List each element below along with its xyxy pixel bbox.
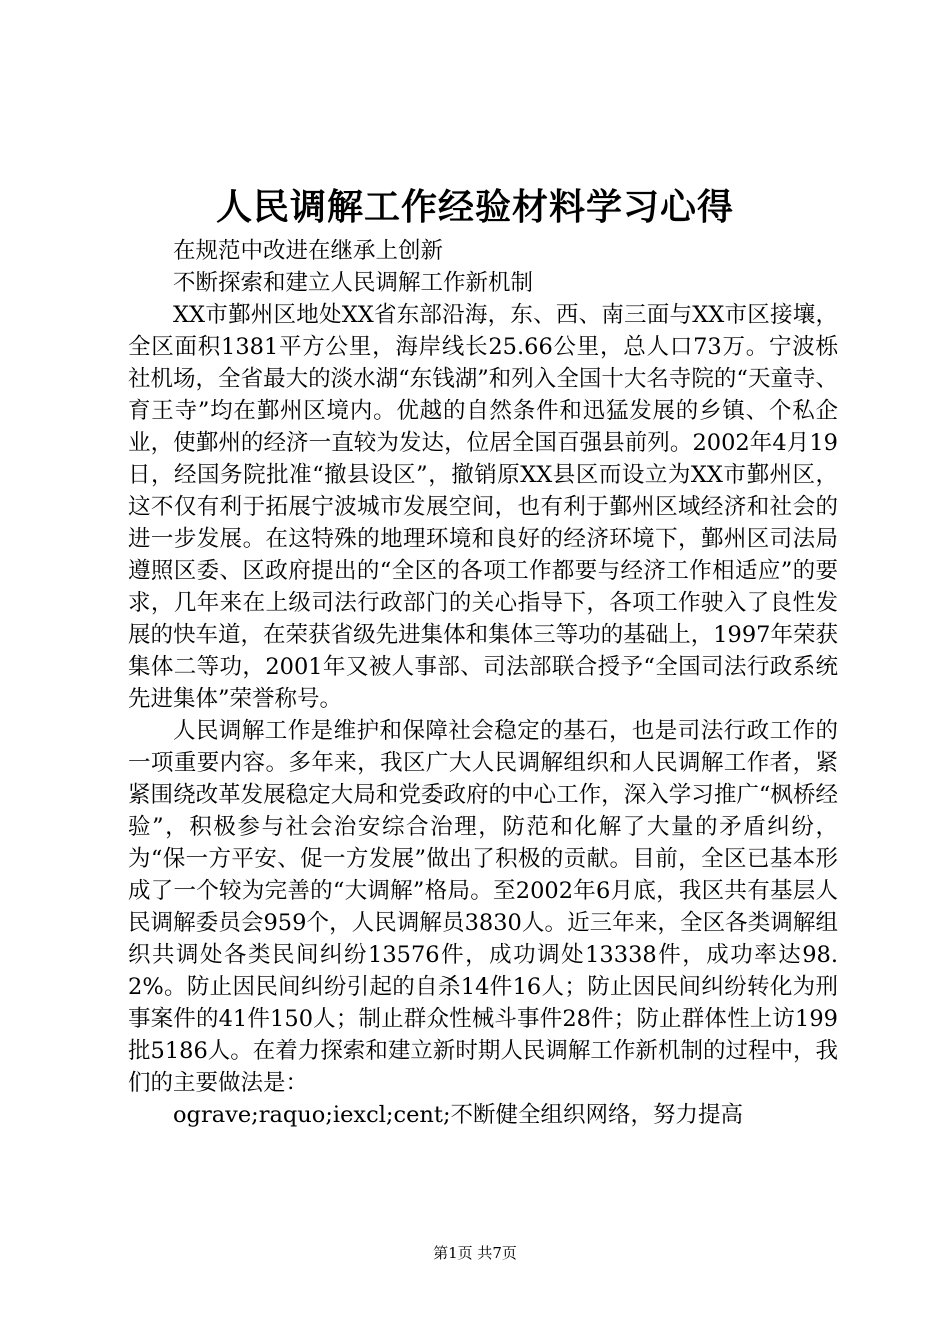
body-paragraph: 人民调解工作是维护和保障社会稳定的基石，也是司法行政工作的一项重要内容。多年来，我区广大人民调解组织和人民调解工作者，紧紧围绕改革发展稳定大局和党委政府的中心工作，深入学习推广“枫桥经验”，积极参与社会治安综合治理，防范和化解了大量的矛盾纠纷，为“保一方平安、促一方发展”做出了积极的贡献。目前，全区已基本形成了一个较为完善的“大调解”格局。至2002年6月底，我区共有基层人民调解委员会959个，人民调解员3830人。近三年来，全区各类调解组织共调处各类民间纠纷13576件，成功调处13338件，成功率达98.2%。防止因民间纠纷引起的自杀14件16人；防止因民间纠纷转化为刑事案件的41件150人；制止群众性械斗事件28件；防止群体性上访199批5186人。在着力探索和建立新时期人民调解工作新机制的过程中，我们的主要做法是： bbox=[128, 718, 838, 1096]
document-body bbox=[128, 235, 838, 1131]
page-number-footer: 第1页 共7页 bbox=[433, 1244, 517, 1262]
document-title: 人民调解工作经验材料学习心得 bbox=[215, 186, 734, 228]
body-paragraph: XX市鄞州区地处XX省东部沿海，东、西、南三面与XX市区接壤，全区面积1381平方公里，海岸线长25.66公里，总人口73万。宁波栎社机场，全省最大的淡水湖“东钱湖”和列入全国十大名寺院的“天童寺、育王寺”均在鄞州区境内。优越的自然条件和迅猛发展的乡镇、个私企业，使鄞州的经济一直较为发达，位居全国百强县前列。2002年4月19日，经国务院批准“撤县设区”，撤销原XX县区而设立为XX市鄞州区，这不仅有利于拓展宁波城市发展空间，也有利于鄞州区域经济和社会的进一步发展。在这特殊的地理环境和良好的经济环境下，鄞州区司法局遵照区委、区政府提出的“全区的各项工作都要与经济工作相适应”的要求，几年来在上级司法行政部门的关心指导下，各项工作驶入了良性发展的快车道，在荣获省级先进集体和集体三等功的基础上，1997年荣获集体二等功，2001年又被人事部、司法部联合授予“全国司法行政系统先进集体”荣誉称号。 bbox=[128, 302, 838, 712]
subtitle-line-1: 在规范中改进在继承上创新 bbox=[173, 238, 444, 264]
body-paragraph: ograve;raquo;iexcl;cent;不断健全组织网络，努力提高 bbox=[173, 1102, 744, 1128]
subtitle-line-2: 不断探索和建立人民调解工作新机制 bbox=[173, 270, 534, 296]
